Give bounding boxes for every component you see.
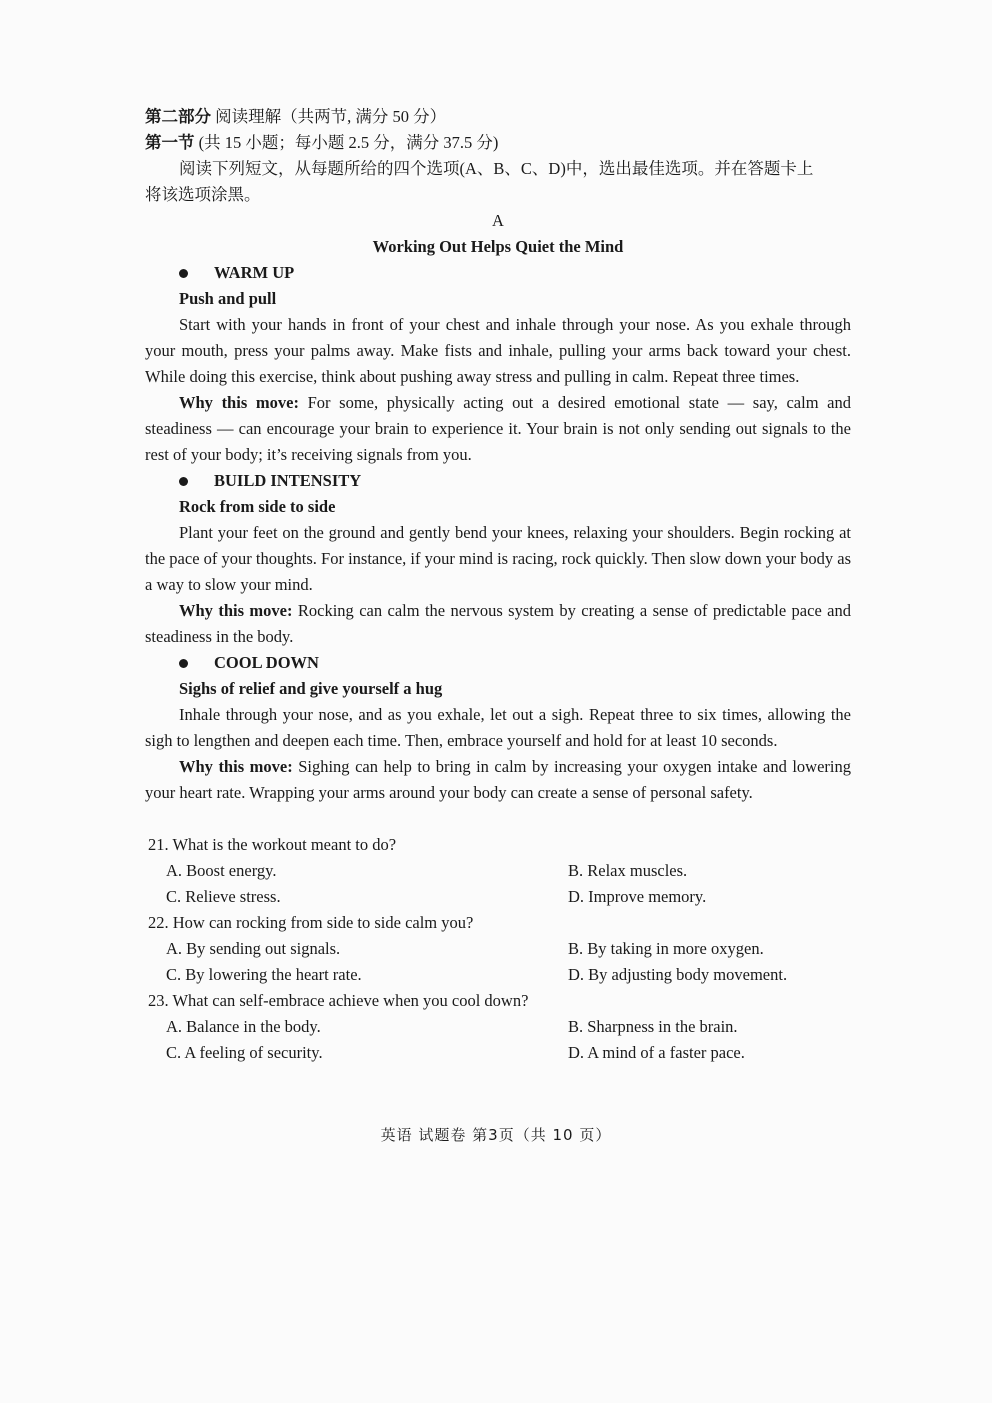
why-paragraph <box>145 598 851 650</box>
option-row <box>166 936 851 962</box>
option-row <box>166 1014 851 1040</box>
why-label: Why this move: <box>179 601 293 620</box>
option-d: D. By adjusting body movement. <box>568 965 788 984</box>
option-c: C. By lowering the heart rate. <box>166 965 362 984</box>
option-row <box>166 858 851 884</box>
option-c: C. A feeling of security. <box>166 1043 323 1062</box>
why-paragraph <box>145 754 851 806</box>
subheading-rock: Rock from side to side <box>179 497 336 516</box>
question-stem: 22. How can rocking from side to side calm you? <box>148 913 474 932</box>
bullet-icon <box>179 269 188 278</box>
section-title: WARM UP <box>214 263 295 282</box>
why-label: Why this move: <box>179 393 299 412</box>
option-a: A. By sending out signals. <box>166 939 341 958</box>
option-b: B. Relax muscles. <box>568 861 688 880</box>
section-label: 第一节 <box>145 133 195 152</box>
section-heading-build-intensity <box>179 468 851 494</box>
body-paragraph: Start with your hands in front of your chest and inhale through your nose. As you exhale through your mouth, press your palms away. Make fists and inhale, pulling your arms back toward your chest. While doing this exercise, think about pushing away stress and pulling in calm. Repeat three times. <box>145 315 851 386</box>
section-heading <box>145 130 851 156</box>
option-row <box>166 884 851 910</box>
question-stem: 23. What can self-embrace achieve when you cool down? <box>148 991 529 1010</box>
body-paragraph: Plant your feet on the ground and gently bend your knees, relaxing your shoulders. Begin rocking at the pace of your thoughts. For instance, if your mind is racing, rock quickly. Then slow down your body as a way to slow your mind. <box>145 523 851 594</box>
passage-title: Working Out Helps Quiet the Mind <box>372 237 624 256</box>
part-label: 第二部分 <box>145 107 211 126</box>
section-heading-warm-up <box>179 260 851 286</box>
option-b: B. Sharpness in the brain. <box>568 1017 738 1036</box>
subheading-sighs: Sighs of relief and give yourself a hug <box>179 679 443 698</box>
page-content <box>145 104 851 1066</box>
instruction-line-1: 阅读下列短文，从每题所给的四个选项(A、B、C、D)中，选出最佳选项。并在答题卡上 <box>179 159 814 178</box>
part-heading <box>145 104 851 130</box>
spacer <box>145 806 851 832</box>
section-text: (共 15 小题；每小题 2.5 分，满分 37.5 分) <box>198 133 499 152</box>
option-d: D. Improve memory. <box>568 887 707 906</box>
why-label: Why this move: <box>179 757 293 776</box>
instruction-line-2: 将该选项涂黑。 <box>145 185 261 204</box>
section-heading-cool-down <box>179 650 851 676</box>
question-stem: 21. What is the workout meant to do? <box>148 835 397 854</box>
option-row <box>166 1040 851 1066</box>
section-title: COOL DOWN <box>214 653 319 672</box>
bullet-icon <box>179 659 188 668</box>
option-a: A. Boost energy. <box>166 861 277 880</box>
page-footer: 英语 试题卷 第3页（共 10 页） <box>380 1126 612 1144</box>
option-a: A. Balance in the body. <box>166 1017 321 1036</box>
option-row <box>166 962 851 988</box>
why-text: Rocking can calm the nervous system by creating a sense of predictable pace and steadiness in the body. <box>145 601 851 646</box>
option-b: B. By taking in more oxygen. <box>568 939 764 958</box>
why-paragraph <box>145 390 851 468</box>
why-text: For some, physically acting out a desired emotional state — say, calm and steadiness — can encourage your brain to experience it. Your brain is not only sending out signals to the rest of your body; it’s receiving signals from you. <box>145 393 851 464</box>
subheading-push-and-pull: Push and pull <box>179 289 277 308</box>
body-paragraph: Inhale through your nose, and as you exhale, let out a sigh. Repeat three to six times, allowing the sigh to lengthen and deepen each time. Then, embrace yourself and hold for at least 10 seconds. <box>145 705 851 750</box>
option-c: C. Relieve stress. <box>166 887 281 906</box>
section-title: BUILD INTENSITY <box>214 471 362 490</box>
why-text: Sighing can help to bring in calm by increasing your oxygen intake and lowering your heart rate. Wrapping your arms around your body can create a sense of personal safety. <box>145 757 851 802</box>
passage-letter: A <box>492 211 504 230</box>
bullet-icon <box>179 477 188 486</box>
option-d: D. A mind of a faster pace. <box>568 1043 745 1062</box>
part-text: 阅读理解（共两节, 满分 50 分） <box>215 107 447 126</box>
